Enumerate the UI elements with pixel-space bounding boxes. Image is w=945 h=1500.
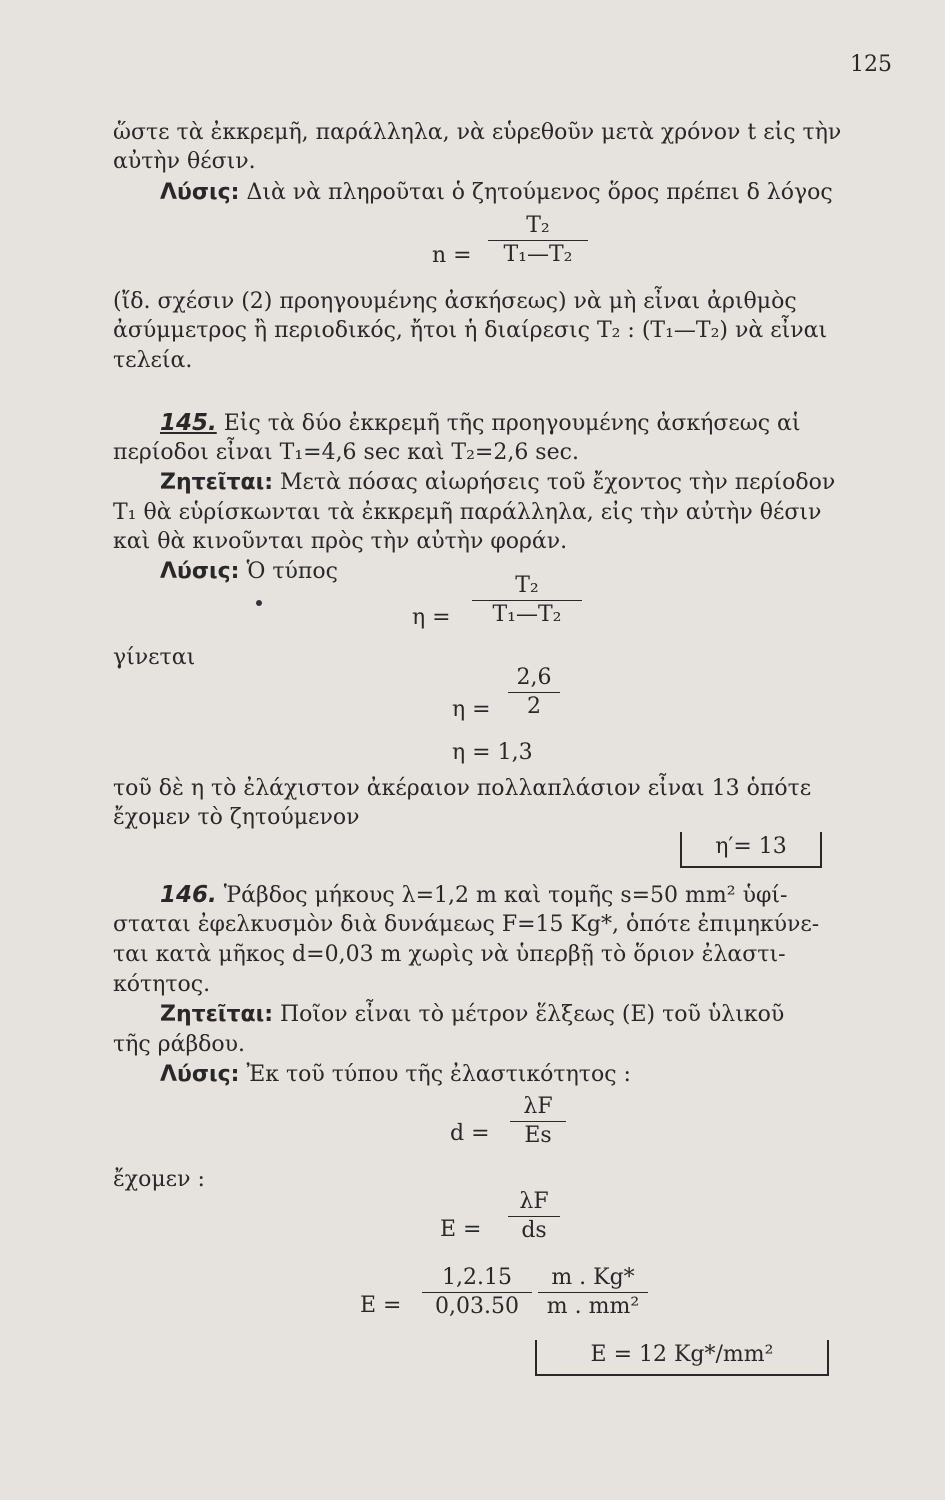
fraction-denominator: Es — [510, 1121, 566, 1150]
text-line: Ἐκ τοῦ τύπου τῆς ἐλαστικότητος : — [246, 1062, 631, 1087]
text-line: Εἰς τὰ δύο ἐκκρεμῆ τῆς προηγουμένης ἀσκήσεως αἱ — [223, 411, 801, 436]
formula-lhs: E = — [440, 1217, 482, 1242]
solution-label: Λύσις: — [160, 180, 240, 205]
result-box — [680, 832, 822, 868]
formula-lhs: η = — [412, 605, 451, 630]
formula: η′= 13 — [715, 834, 787, 859]
fraction-denominator: 2 — [508, 692, 560, 721]
text-line: περίοδοι εἶναι T₁=4,6 sec καὶ T₂=2,6 sec. — [113, 440, 579, 465]
ink-dot — [256, 600, 262, 606]
question-paragraph — [160, 1000, 784, 1030]
text-line: Ποῖον εἶναι τὸ μέτρον ἕλξεως (E) τοῦ ὑλικοῦ — [280, 1002, 785, 1027]
solution-paragraph — [160, 178, 833, 208]
problem-number: 145. — [160, 410, 217, 436]
text-line: Διὰ νὰ πληροῦται ὁ ζητούμενος ὅρος πρέπει δ λόγος — [246, 180, 833, 205]
text-line: τοῦ δὲ η τὸ ἐλάχιστον ἀκέραιον πολλαπλάσιον εἶναι 13 ὁπότε — [113, 776, 812, 801]
solution-label: Λύσις: — [160, 559, 240, 584]
fraction — [508, 664, 560, 721]
fraction-numerator: T₂ — [515, 573, 539, 598]
formula: η = 1,3 — [452, 740, 533, 765]
text-line: (ἴδ. σχέσιν (2) προηγουμένης ἀσκήσεως) νὰ μὴ εἶναι ἀριθμὸς — [113, 289, 797, 314]
question-label: Ζητεῖται: — [160, 470, 273, 495]
text-line: ἀσύμμετρος ἢ περιοδικός, ἤτοι ἡ διαίρεσις T₂ : (T₁—T₂) νὰ εἶναι — [113, 318, 828, 343]
formula: E = 12 Kg*/mm² — [590, 1342, 774, 1367]
text-line: καὶ θὰ κινοῦνται πρὸς τὴν αὐτὴν φοράν. — [113, 529, 568, 554]
result-box — [535, 1340, 829, 1376]
fraction — [508, 1188, 560, 1245]
fraction-numerator: T₂ — [526, 213, 550, 238]
text-line: τῆς ράβδου. — [113, 1032, 246, 1057]
formula-lhs: n = — [432, 243, 472, 268]
fraction-denominator: T₁—T₂ — [488, 240, 588, 269]
formula-lhs: E = — [360, 1293, 402, 1318]
formula-lhs: d = — [450, 1121, 490, 1146]
page-number: 125 — [850, 52, 892, 77]
solution-paragraph — [160, 557, 338, 587]
text-line: Ῥάβδος μήκους λ=1,2 m καὶ τομῆς s=50 mm² ὑφί- — [223, 883, 788, 908]
fraction-denominator: 0,03.50 — [422, 1292, 532, 1321]
fraction-denominator: ds — [508, 1216, 560, 1245]
text-line: σταται ἐφελκυσμὸν διὰ δυνάμεως F=15 Kg*, ὁπότε ἐπιμηκύνε- — [113, 912, 820, 937]
fraction-numerator: λF — [519, 1189, 549, 1214]
text-line: κότητος. — [113, 972, 211, 997]
formula-lhs: η = — [452, 697, 491, 722]
fraction — [510, 1093, 566, 1150]
fraction-denominator: m . mm² — [538, 1292, 648, 1321]
fraction — [538, 1264, 648, 1321]
text-line: ὥστε τὰ ἐκκρεμῆ, παράλληλα, νὰ εὑρεθοῦν μετὰ χρόνον t εἰς τὴν — [113, 120, 842, 145]
fraction — [472, 572, 582, 629]
question-label: Ζητεῖται: — [160, 1002, 273, 1027]
problem-145-paragraph — [160, 408, 801, 439]
fraction — [422, 1264, 532, 1321]
fraction — [488, 212, 588, 269]
text-line: T₁ θὰ εὑρίσκωνται τὰ ἐκκρεμῆ παράλληλα, εἰς τὴν αὐτὴν θέσιν — [113, 500, 822, 525]
solution-paragraph — [160, 1060, 631, 1090]
text-line: ἔχομεν : — [113, 1167, 205, 1192]
question-paragraph — [160, 468, 835, 498]
fraction-numerator: m . Kg* — [551, 1265, 635, 1290]
problem-number: 146. — [160, 882, 217, 908]
text-line: αὐτὴν θέσιν. — [113, 149, 256, 174]
text-line: ἔχομεν τὸ ζητούμενον — [113, 805, 360, 830]
solution-label: Λύσις: — [160, 1062, 240, 1087]
fraction-numerator: 1,2.15 — [442, 1265, 512, 1290]
text-line: τελεία. — [113, 348, 193, 373]
problem-146-paragraph — [160, 880, 787, 911]
fraction-numerator: 2,6 — [516, 665, 552, 690]
fraction-denominator: T₁—T₂ — [472, 600, 582, 629]
text-line: ται κατὰ μῆκος d=0,03 m χωρὶς νὰ ὑπερβῇ τὸ ὅριον ἐλαστι- — [113, 942, 786, 967]
text-line: γίνεται — [113, 645, 196, 670]
text-line: Μετὰ πόσας αἰωρήσεις τοῦ ἔχοντος τὴν περίοδον — [280, 470, 836, 495]
fraction-numerator: λF — [523, 1094, 553, 1119]
text-line: Ὁ τύπος — [246, 559, 338, 584]
